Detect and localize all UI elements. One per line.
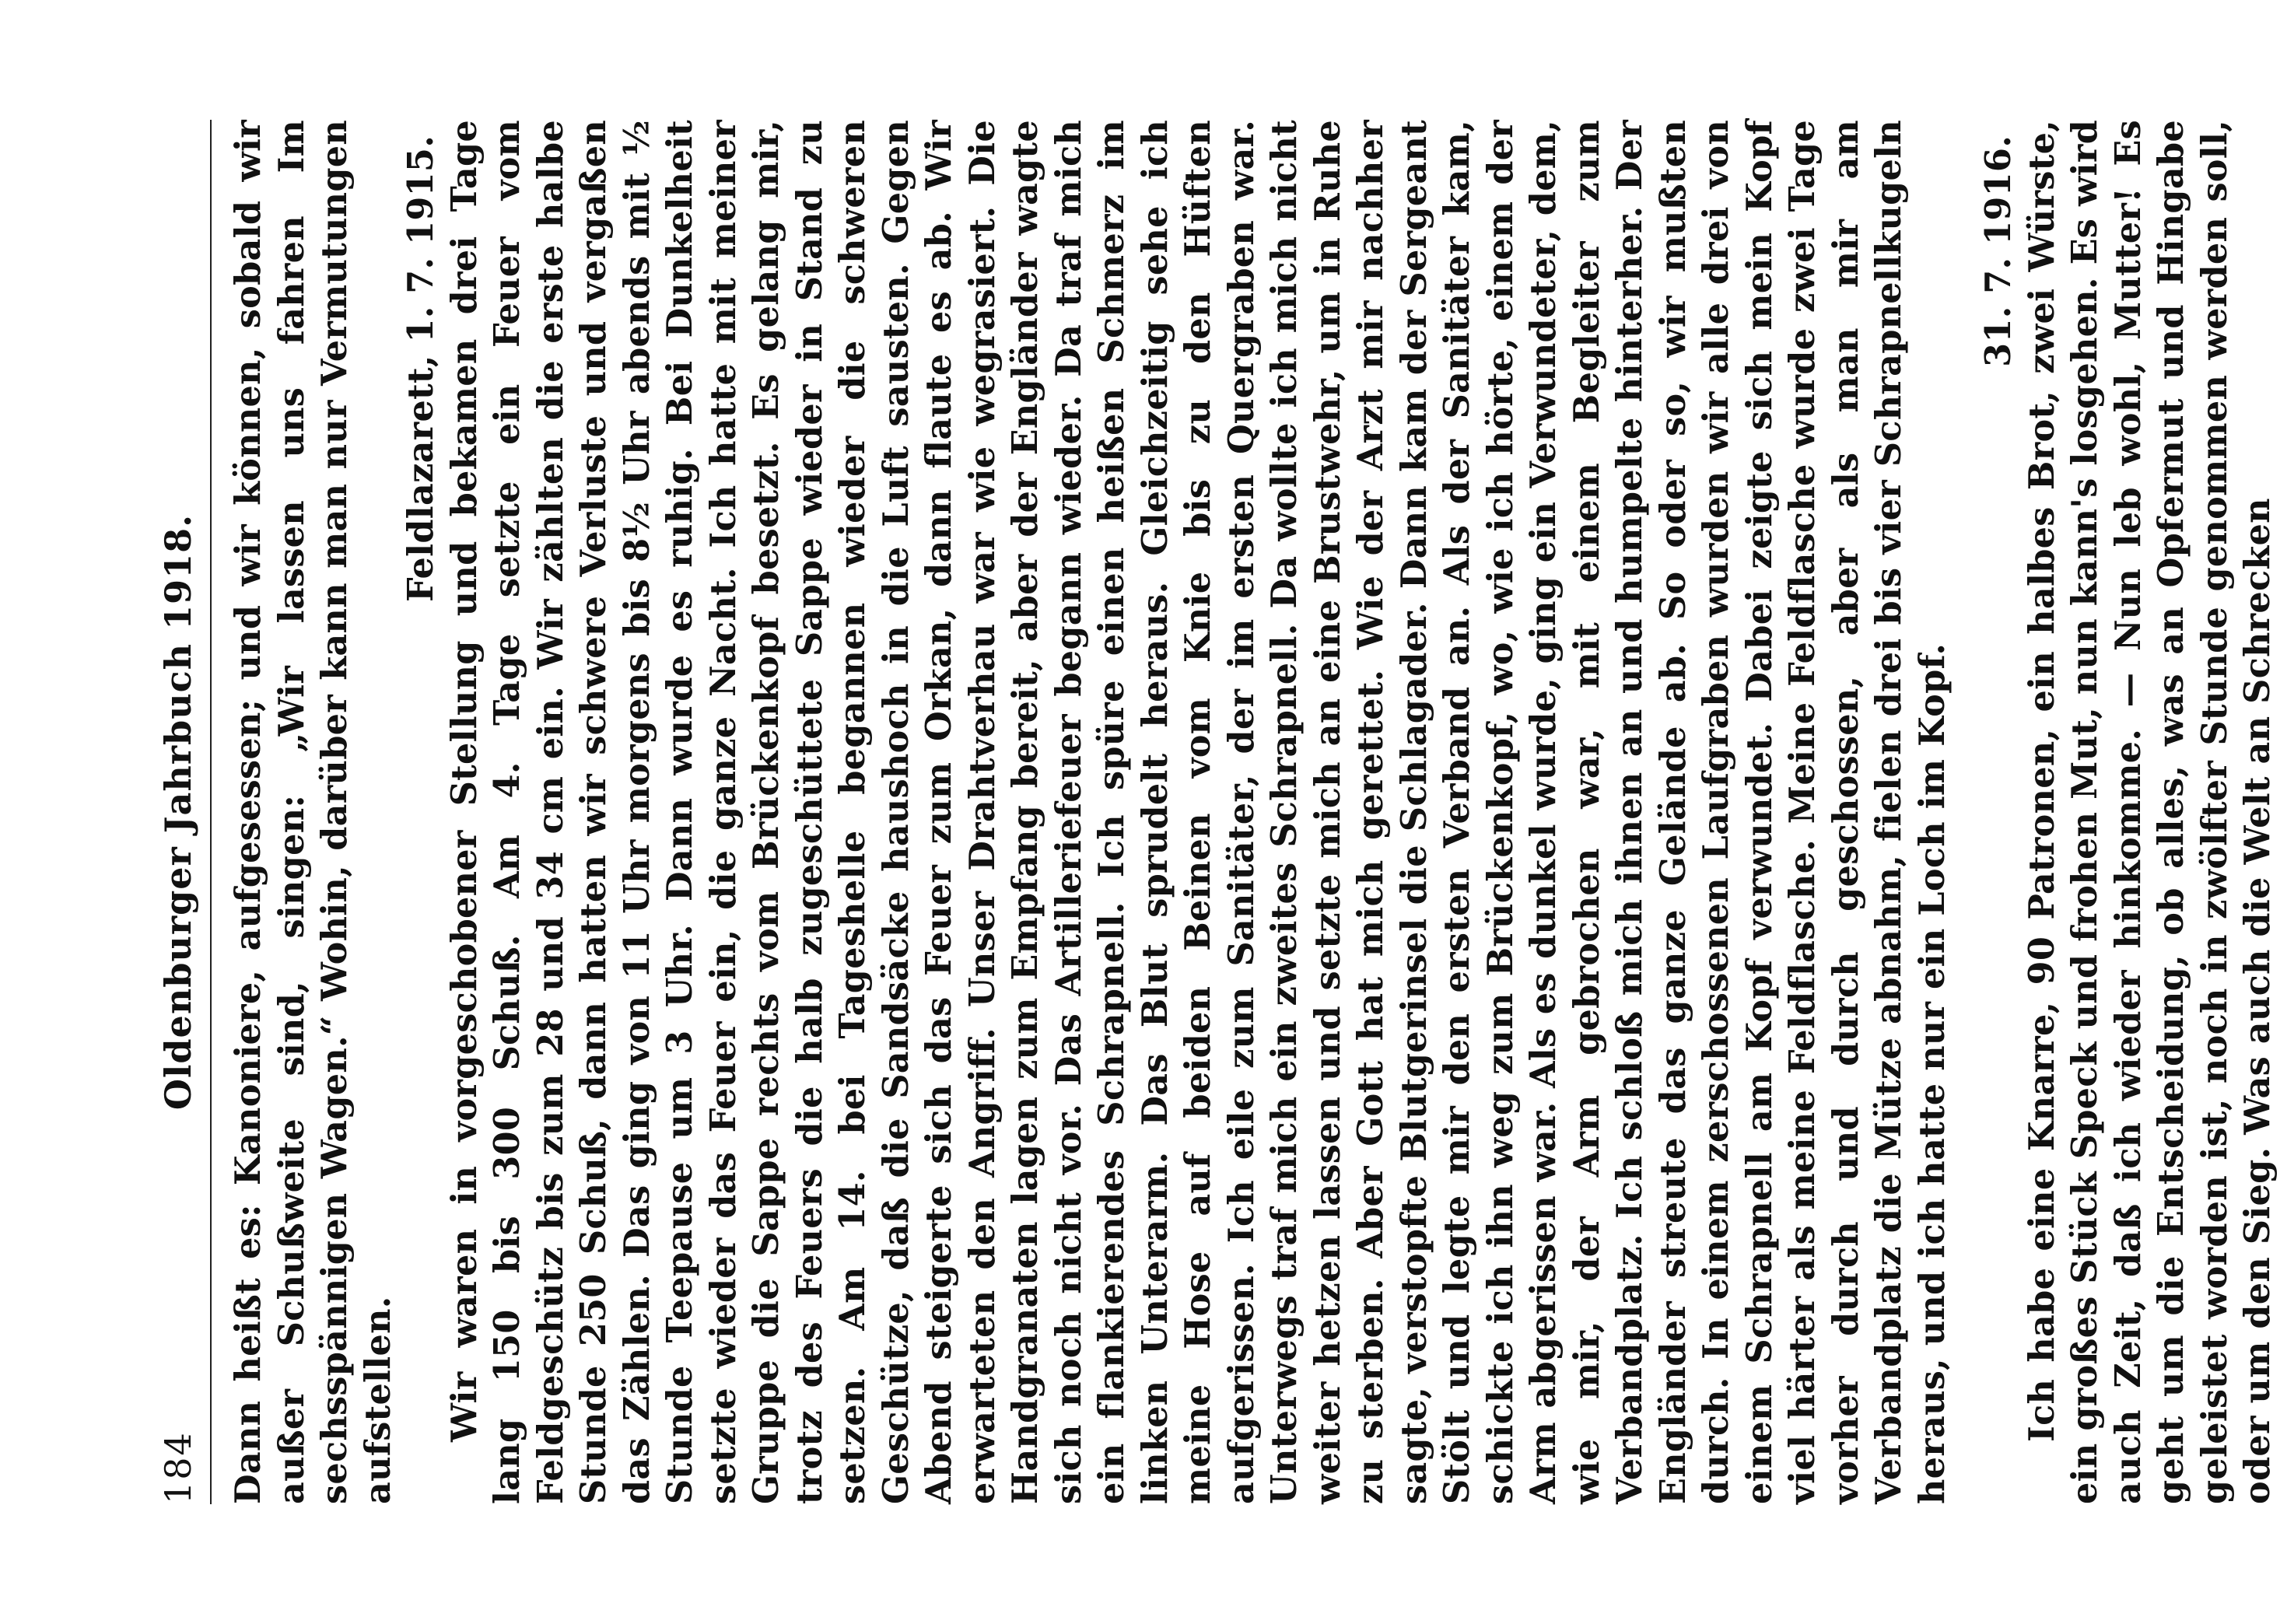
book-page	[152, 120, 2278, 1504]
header-rule	[210, 120, 212, 1504]
paragraph-letter-1915: Wir waren in vorgeschobener Stellung und bekamen drei Tage lang 150 bis 300 Schuß. Am 4. Tage setzte ein Feuer vom Feldgeschütz bis zum 28 und 34 cm ein. Wir zählten die erste halbe Stunde 250 Schuß, dann hatten wir schwere Verluste und vergaßen das Zählen. Das ging von 11 Uhr morgens bis 8½ Uhr abends mit ½ Stunde Teepause um 3 Uhr. Dann wurde es ruhig. Bei Dunkelheit setzte wieder das Feuer ein, die ganze Nacht. Ich hatte mit meiner Gruppe die Sappe rechts vom Brückenkopf besetzt. Es gelang mir, trotz des Feuers die halb zugeschüttete Sappe wieder in Stand zu setzen. Am 14. bei Tageshelle begannen wieder die schweren Geschütze, daß die Sandsäcke haushoch in die Luft sausten. Gegen Abend steigerte sich das Feuer zum Orkan, dann flaute es ab. Wir erwarteten den Angriff. Unser Drahtverhau war wie wegrasiert. Die Handgranaten lagen zum Empfang bereit, aber der Engländer wagte sich noch nicht vor. Das Artilleriefeuer begann wieder. Da traf mich ein flankierendes Schrapnell. Ich spüre einen heißen Schmerz im linken Unterarm. Das Blut sprudelt heraus. Gleichzeitig sehe ich meine Hose auf beiden Beinen vom Knie bis zu den Hüften aufgerissen. Ich eile zum Sanitäter, der im ersten Quergraben war. Unterwegs traf mich ein zweites Schrapnell. Da wollte ich mich nicht weiter hetzen lassen und setzte mich an eine Brustwehr, um in Ruhe zu sterben. Aber Gott hat mich gerettet. Wie der Arzt mir nachher sagte, verstopfte Blutgerinsel die Schlagader. Dann kam der Sergeant Stölt und legte mir den ersten Verband an. Als der Sanitäter kam, schickte ich ihn weg zum Brückenkopf, wo, wie ich hörte, einem der Arm abgerissen war. Als es dunkel wurde, ging ein Verwundeter, dem, wie mir, der Arm gebrochen war, mit einem Begleiter zum Verbandplatz. Ich schloß mich ihnen an und humpelte hinterher. Der Engländer streute das ganze Gelände ab. So oder so, wir mußten durch. In einem zerschossenen Laufgraben wurden wir alle drei von einem Schrapnell am Kopf verwundet. Dabei zeigte sich mein Kopf viel härter als meine Feldflasche. Meine Feldflasche wurde zwei Tage vorher durch und durch geschossen, aber als man mir am Verbandplatz die Mütze abnahm, fielen drei bis vier Schrapnellkugeln heraus, und ich hatte nur ein Loch im Kopf.	[443, 120, 1953, 1504]
body-text	[227, 120, 2280, 1504]
running-head	[152, 120, 207, 1504]
running-title: Oldenburger Jahrbuch 1918.	[157, 513, 199, 1111]
dateline-feldlazarett: Feldlazarett, 1. 7. 1915.	[401, 135, 441, 602]
paragraph-letter-1916: Ich habe eine Knarre, 90 Patronen, ein halbes Brot, zwei Würste, ein großes Stück Speck und frohen Mut, nun kann's losgehen. Es wird auch Zeit, daß ich wieder hinkomme. — Nun leb wohl, Mutter! Es geht um die Entscheidung, ob alles, was an Opfermut und Hingabe geleistet worden ist, noch in zwölfter Stunde genommen werden soll, oder um den Sieg. Was auch die Welt an Schrecken	[2021, 120, 2278, 1504]
paragraph-continued: Dann heißt es: Kanoniere, aufgesessen; und wir können, sobald wir außer Schußweite sind, singen: „Wir lassen uns fahren Im sechsspännigen Wagen.“ Wohin, darüber kann man nur Vermutungen aufstellen.	[228, 120, 398, 1504]
page-number: 184	[157, 1431, 199, 1504]
dateline-1916: 31. 7. 1916.	[1978, 135, 2019, 367]
